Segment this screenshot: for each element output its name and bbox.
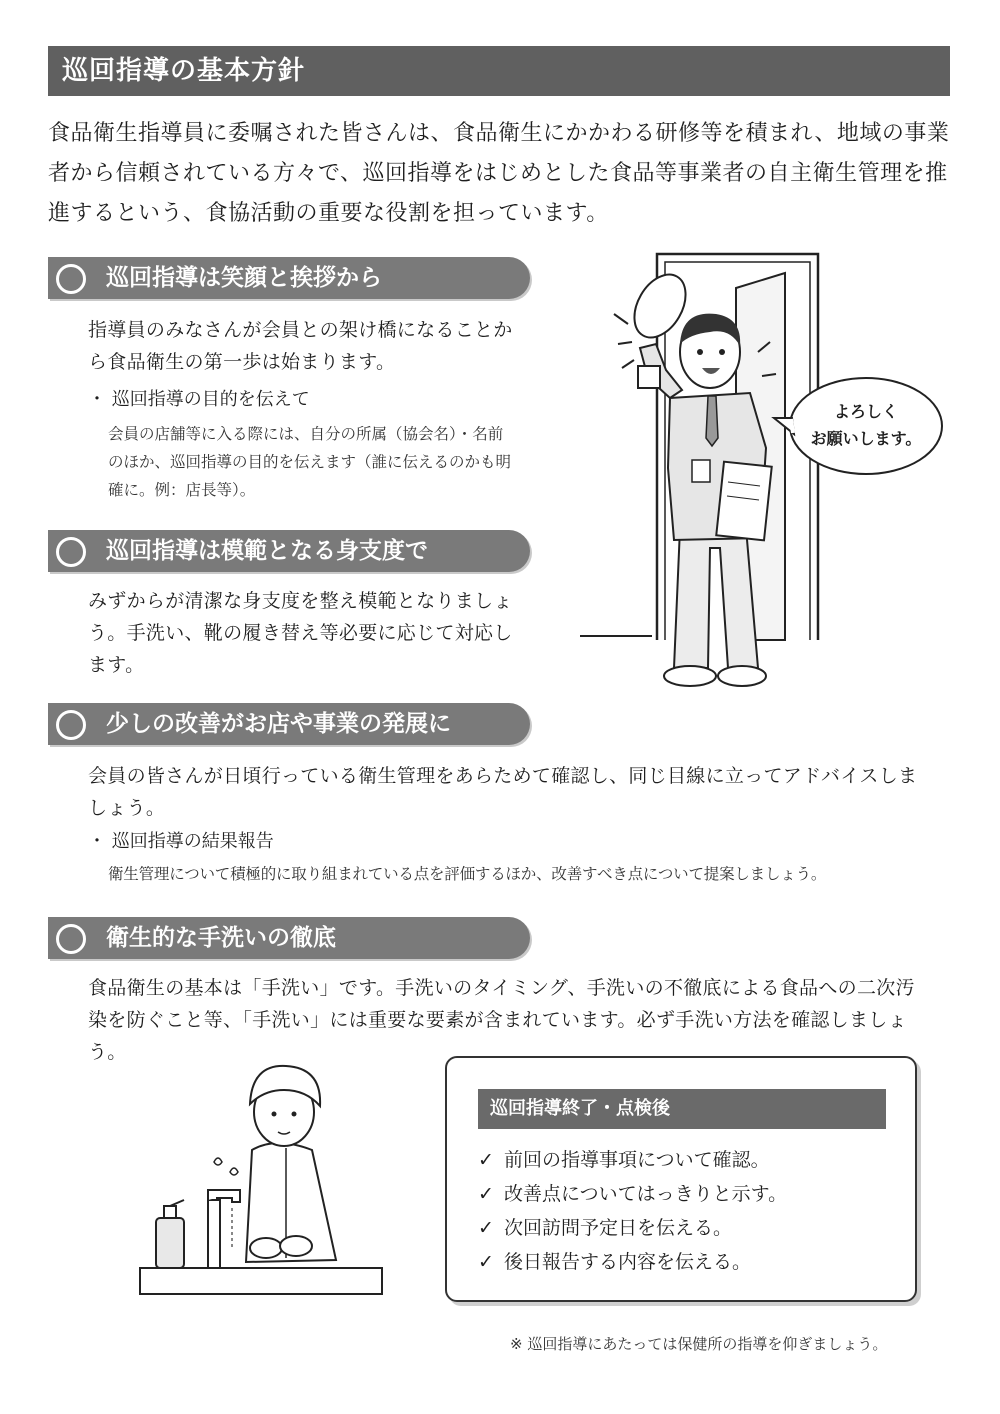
checklist-item <box>478 1181 787 1207</box>
check-icon: ✓ <box>478 1217 494 1239</box>
speech-bubble-line1: よろしく <box>833 402 898 421</box>
section-heading-handwash <box>48 917 530 959</box>
section-heading-text: 巡回指導は笑顔と挨拶から <box>106 265 382 291</box>
section-body: 食品衛生の基本は「手洗い」です。手洗いのタイミング、手洗いの不徹底による食品への二次汚染を防ぐこと等、「手洗い」には重要な要素が含まれています。必ず手洗い方法を確認しましょう。 <box>88 977 915 1063</box>
footnote: ※ 巡回指導にあたっては保健所の指導を仰ぎましょう。 <box>510 1335 888 1353</box>
check-icon: ✓ <box>478 1251 494 1273</box>
checklist-item <box>478 1215 732 1241</box>
check-icon: ✓ <box>478 1183 494 1205</box>
bullet-detail: 衛生管理について積極的に取り組まれている点を評価するほか、改善すべき点について提案しましょう。 <box>108 865 827 883</box>
speech-bubble-line2: お願いします。 <box>810 429 922 448</box>
circle-bullet-icon <box>56 924 86 954</box>
check-icon: ✓ <box>478 1149 494 1171</box>
section-body: みずからが清潔な身支度を整え模範となりましょう。手洗い、靴の履き替え等必要に応じて対応します。 <box>88 590 513 676</box>
bullet-heading: ・ 巡回指導の目的を伝えて <box>88 389 310 410</box>
checklist-item-text: 後日報告する内容を伝える。 <box>504 1251 752 1273</box>
page-title: 巡回指導の基本方針 <box>48 46 950 96</box>
section-heading-greeting <box>48 257 530 299</box>
handwashing-illustration <box>136 1050 386 1298</box>
circle-bullet-icon <box>56 537 86 567</box>
inspector-greeting-illustration <box>570 248 970 700</box>
intro-paragraph: 食品衛生指導員に委嘱された皆さんは、食品衛生にかかわる研修等を積まれ、地域の事業者から信頼されている方々で、巡回指導をはじめとした食品等事業者の自主衛生管理を推進するという、食協活動の重要な役割を担っています。 <box>48 121 950 226</box>
section-heading-text: 衛生的な手洗いの徹底 <box>106 925 336 951</box>
checklist-title: 巡回指導終了・点検後 <box>478 1089 886 1129</box>
checklist-item-text: 次回訪問予定日を伝える。 <box>504 1217 733 1239</box>
checklist-item <box>478 1249 751 1275</box>
checklist-item <box>478 1147 770 1173</box>
checklist-item-text: 前回の指導事項について確認。 <box>504 1149 770 1171</box>
section-heading-text: 巡回指導は模範となる身支度で <box>106 538 428 564</box>
section-body: 会員の皆さんが日頃行っている衛生管理をあらためて確認し、同じ目線に立ってアドバイスしましょう。 <box>88 765 918 819</box>
bullet-heading: ・ 巡回指導の結果報告 <box>88 831 274 852</box>
section-heading-improvement <box>48 703 530 745</box>
bullet-detail: 会員の店舗等に入る際には、自分の所属（協会名）・名前のほか、巡回指導の目的を伝えます（誰に伝えるのかも明確に。例：店長等）。 <box>108 425 512 499</box>
circle-bullet-icon <box>56 264 86 294</box>
section-body: 指導員のみなさんが会員との架け橋になることから食品衛生の第一歩は始まります。 <box>88 319 513 373</box>
speech-bubble-text <box>796 398 936 452</box>
circle-bullet-icon <box>56 710 86 740</box>
section-heading-appearance <box>48 530 530 572</box>
checklist-item-text: 改善点についてはっきりと示す。 <box>504 1183 788 1205</box>
section-heading-text: 少しの改善がお店や事業の発展に <box>106 711 451 737</box>
